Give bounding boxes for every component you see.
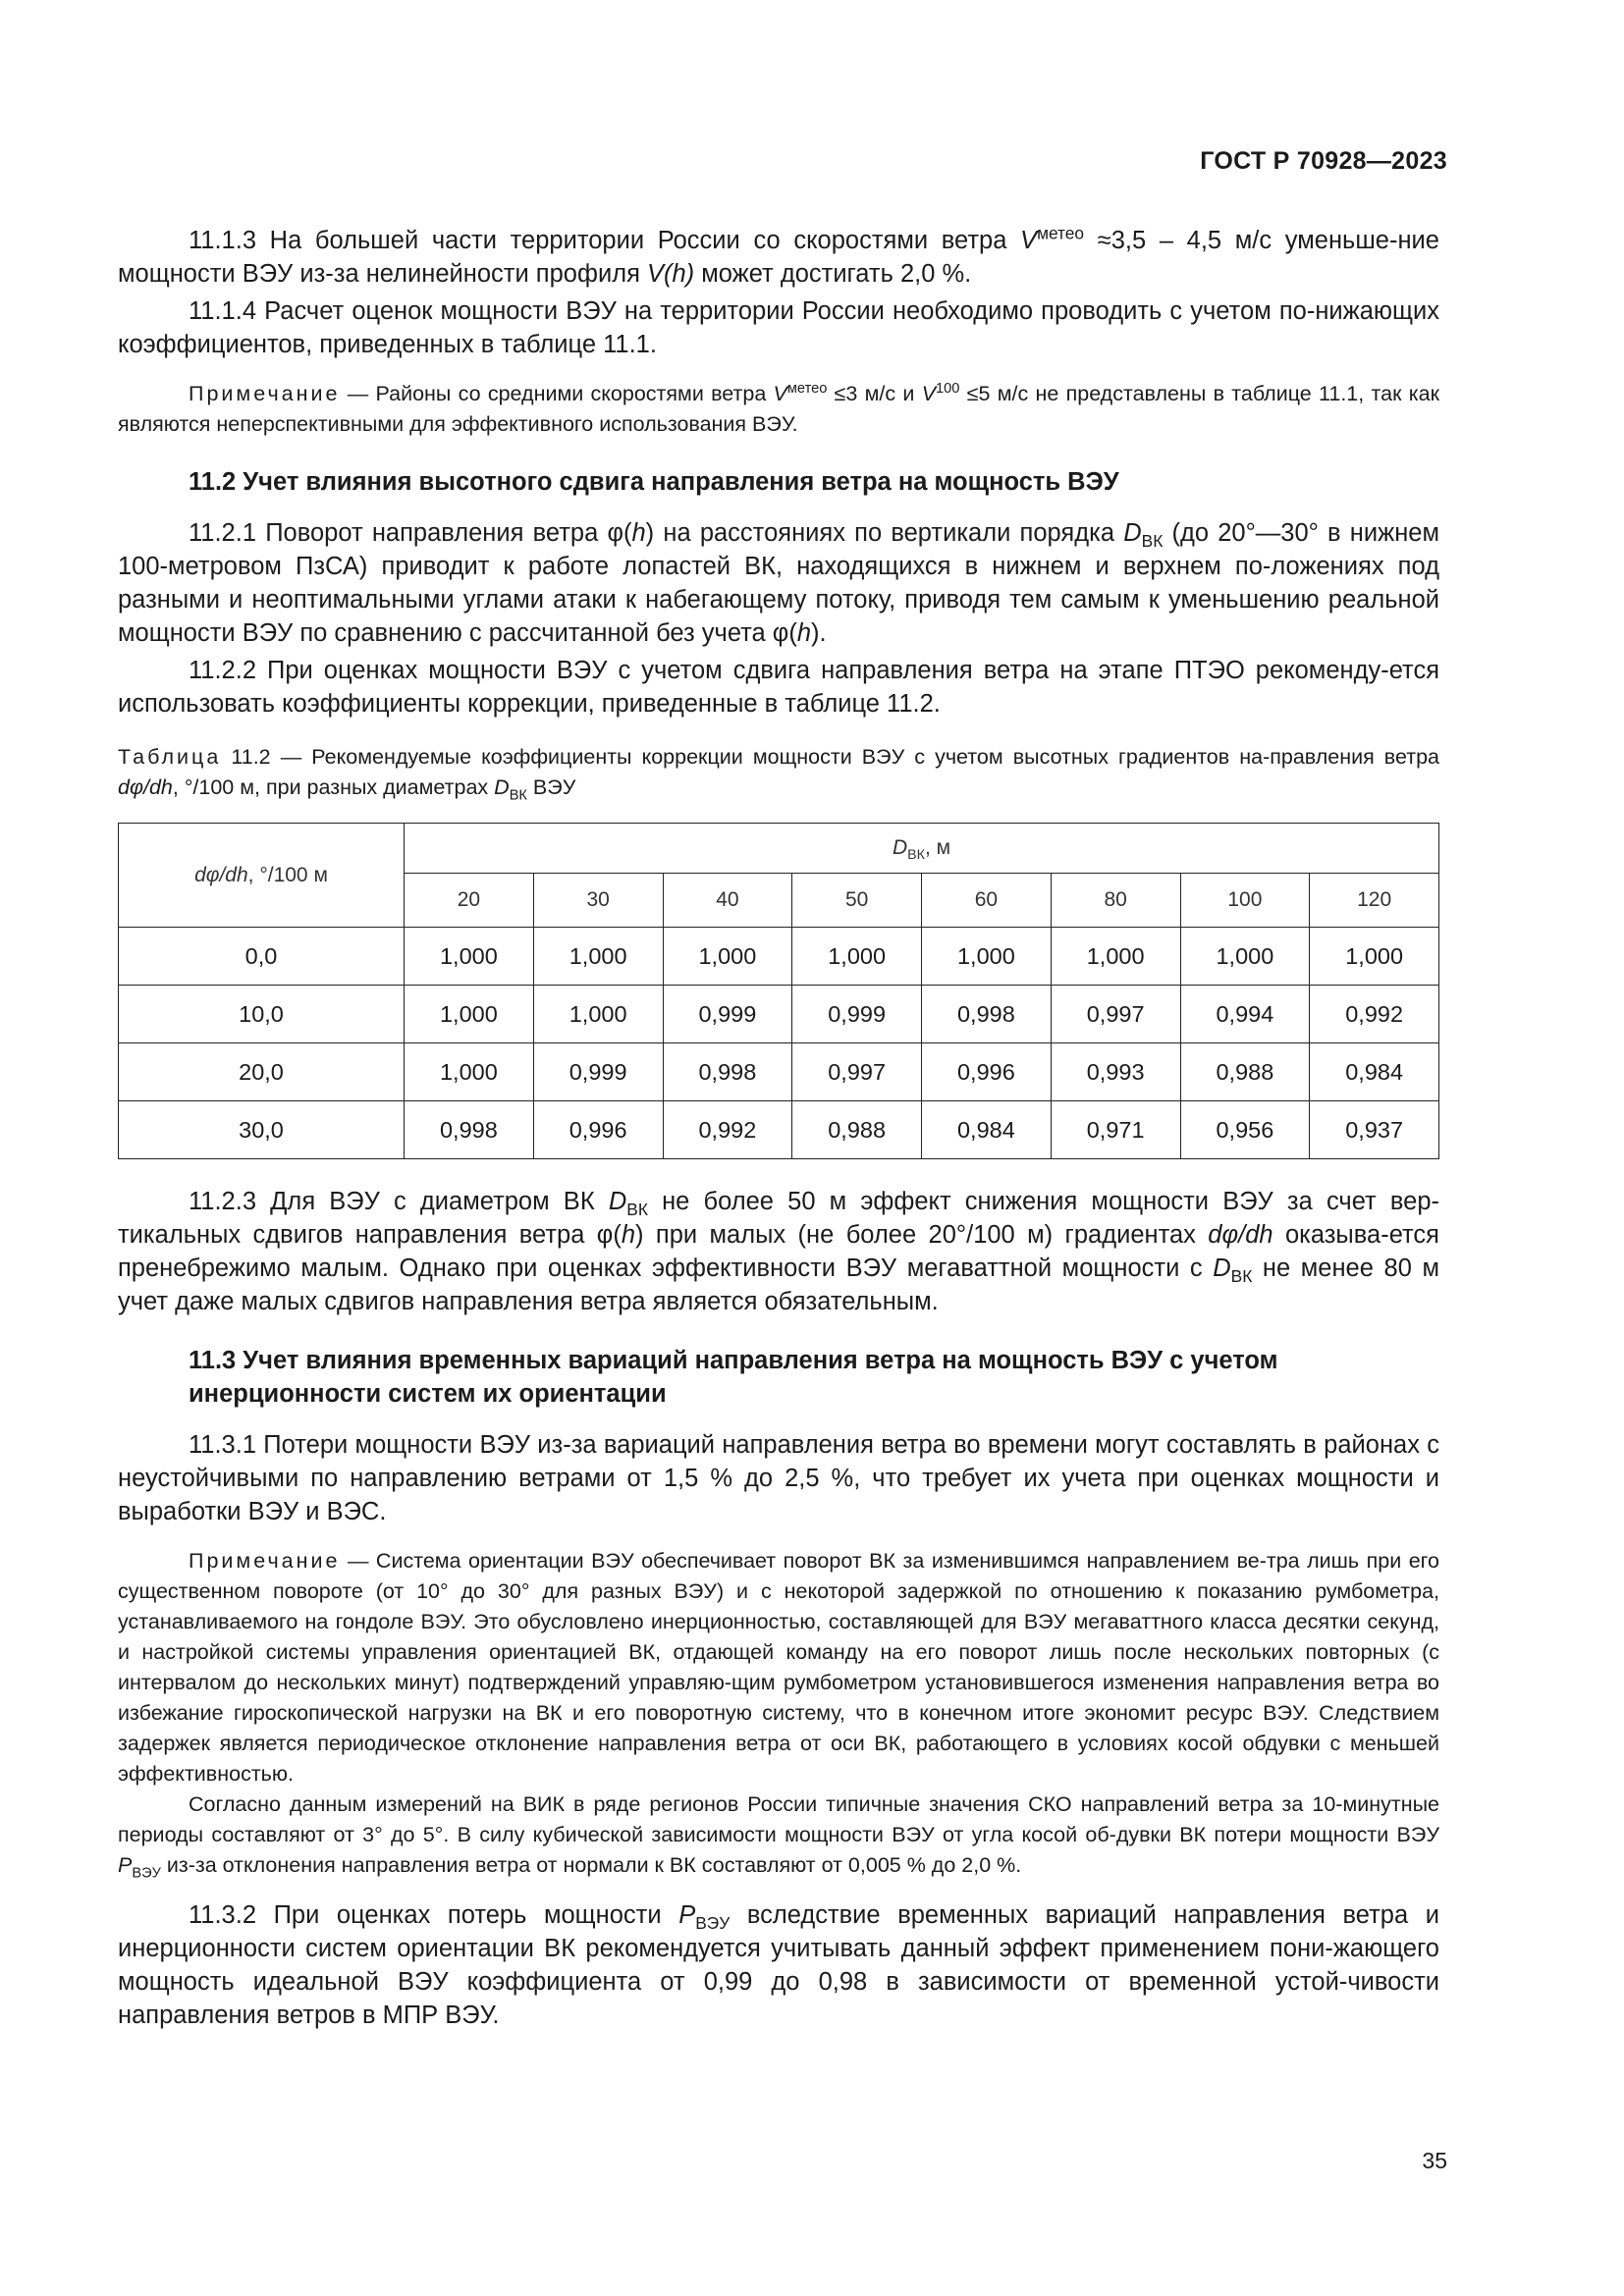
symbol-d: D bbox=[608, 1188, 627, 1215]
diameter-header: 120 bbox=[1310, 874, 1439, 928]
section-heading-11-3 bbox=[118, 1344, 1439, 1411]
table-cell: 1,000 bbox=[405, 1043, 534, 1101]
document-code: ГОСТ Р 70928—2023 bbox=[1200, 147, 1447, 175]
note-paragraph-2 bbox=[118, 1789, 1439, 1881]
table-cell: 0,994 bbox=[1180, 986, 1310, 1043]
symbol-vh: V(h) bbox=[646, 260, 695, 288]
table-cell: 0,992 bbox=[1310, 986, 1439, 1043]
table-cell: 0,998 bbox=[405, 1101, 534, 1159]
row-label: 0,0 bbox=[119, 928, 405, 986]
text-run: ). bbox=[811, 619, 827, 647]
row-label: 30,0 bbox=[119, 1101, 405, 1159]
table-cell: 0,992 bbox=[663, 1101, 792, 1159]
table-cell: 1,000 bbox=[1180, 928, 1310, 986]
text-run: Согласно данным измерений на ВИК в ряде регионов России типичные значения СКО направлений ветра за 10-минутные периоды составляют от 3° до 5°. В силу кубической зависимости мощности ВЭУ от угла косой об-дувки ВК потери мощности ВЭУ bbox=[118, 1792, 1439, 1846]
row-label: 10,0 bbox=[119, 986, 405, 1043]
text-run: 11.2.3 Для ВЭУ с диаметром ВК bbox=[189, 1188, 609, 1215]
symbol-d: D bbox=[494, 775, 510, 799]
table-cell: 0,988 bbox=[792, 1101, 922, 1159]
table-cell: 1,000 bbox=[663, 928, 792, 986]
table-row bbox=[119, 1043, 1439, 1101]
section-heading-11-2: 11.2 Учет влияния высотного сдвига направления ветра на мощность ВЭУ bbox=[189, 468, 1119, 496]
subscript-vk: ВК bbox=[907, 847, 925, 864]
table-cell: 0,999 bbox=[533, 1043, 663, 1101]
table-row bbox=[119, 928, 1439, 986]
table-cell: 1,000 bbox=[922, 928, 1052, 986]
table-cell: 0,998 bbox=[663, 1043, 792, 1101]
text-run: ≈3,5 – 4,5 м/с уменьше-ние мощности ВЭУ из-за нелинейности профиля bbox=[118, 227, 1439, 288]
table-cell: 0,996 bbox=[533, 1101, 663, 1159]
text-run: 11.2 — Рекомендуемые коэффициенты коррекции мощности ВЭУ с учетом высотных градиентов на-правления ветра bbox=[221, 745, 1439, 769]
table-cell: 1,000 bbox=[533, 928, 663, 986]
diameter-header: 40 bbox=[663, 874, 792, 928]
symbol-p: P bbox=[678, 1901, 696, 1929]
text-run: ) при малых (не более 20°/100 м) градиентах bbox=[635, 1221, 1209, 1249]
note-label: Примечание bbox=[189, 382, 341, 405]
page-number: 35 bbox=[1422, 2148, 1447, 2173]
symbol-dphidh: dφ/dh bbox=[194, 863, 248, 886]
text-run: ≤5 м/с не представлены в таблице 11.1, так как являются неперспективными для эффективного использования ВЭУ. bbox=[118, 382, 1439, 436]
symbol-dphidh: dφ/dh bbox=[1208, 1221, 1273, 1249]
text-run: 11.1.3 На большей части территории России со скоростями ветра bbox=[189, 227, 1021, 254]
text-run: из-за отклонения направления ветра от нормали к ВК составляют от 0,005 % до 2,0 %. bbox=[160, 1853, 1022, 1877]
text-run: не более 50 м эффект снижения мощности ВЭУ за счет вер-тикальных сдвигов направления ветра φ( bbox=[118, 1188, 1439, 1249]
table-cell: 0,984 bbox=[922, 1101, 1052, 1159]
paragraph-11-3-2 bbox=[118, 1898, 1439, 2032]
subscript-veu: ВЭУ bbox=[695, 1913, 731, 1934]
paragraph-11-1-4: 11.1.4 Расчет оценок мощности ВЭУ на территории России необходимо проводить с учетом по-нижающих коэффициентов, приведенных в таблице 11.1. bbox=[118, 297, 1439, 358]
corner-unit: , °/100 м bbox=[247, 863, 328, 886]
table-cell: 1,000 bbox=[1310, 928, 1439, 986]
text-run: ) на расстояниях по вертикали порядка bbox=[645, 519, 1124, 547]
diameter-header: 20 bbox=[405, 874, 534, 928]
text-run: — Районы со средними скоростями ветра bbox=[340, 382, 774, 405]
table-cell: 1,000 bbox=[533, 986, 663, 1043]
table-row bbox=[119, 1101, 1439, 1159]
paragraph-11-3-1: 11.3.1 Потери мощности ВЭУ из-за вариаций направления ветра во времени могут составлять в районах с неустойчивыми по направлению ветрами от 1,5 % до 2,5 %, что требует их учета при оценках мощности и выработки ВЭУ и ВЭС. bbox=[118, 1431, 1439, 1525]
table-row bbox=[119, 986, 1439, 1043]
corner-header bbox=[119, 824, 405, 928]
table-cell: 1,000 bbox=[405, 928, 534, 986]
subscript-vk: ВК bbox=[626, 1200, 648, 1220]
table-cell: 1,000 bbox=[405, 986, 534, 1043]
heading-line: 11.3 Учет влияния временных вариаций направления ветра на мощность ВЭУ с учетом bbox=[189, 1347, 1278, 1374]
table-cell: 0,999 bbox=[792, 986, 922, 1043]
symbol-h: h bbox=[621, 1221, 636, 1249]
table-cell: 0,996 bbox=[922, 1043, 1052, 1101]
table-cell: 1,000 bbox=[792, 928, 922, 986]
diameter-header: 60 bbox=[922, 874, 1052, 928]
row-label: 20,0 bbox=[119, 1043, 405, 1101]
diameter-header: 50 bbox=[792, 874, 922, 928]
symbol-d: D bbox=[1123, 519, 1142, 547]
symbol-v: V bbox=[1020, 227, 1038, 254]
symbol-d: D bbox=[892, 836, 908, 859]
symbol-p: P bbox=[118, 1853, 133, 1877]
table-cell: 1,000 bbox=[1051, 928, 1180, 986]
diameter-header: 30 bbox=[533, 874, 663, 928]
table-cell: 0,937 bbox=[1310, 1101, 1439, 1159]
superscript-meteo: метео bbox=[1037, 223, 1085, 243]
note-11-3 bbox=[118, 1546, 1439, 1789]
table-caption bbox=[118, 742, 1439, 803]
table-cell: 0,993 bbox=[1051, 1043, 1180, 1101]
text-run: ВЭУ bbox=[526, 775, 576, 799]
symbol-v: V bbox=[773, 382, 787, 405]
table-cell: 0,984 bbox=[1310, 1043, 1439, 1101]
symbol-dphidh: dφ/dh bbox=[118, 775, 173, 799]
page-content bbox=[118, 224, 1439, 2032]
superscript-meteo: метео bbox=[786, 380, 828, 397]
group-unit: , м bbox=[924, 836, 951, 859]
paragraph-11-2-3 bbox=[118, 1185, 1439, 1318]
symbol-d: D bbox=[1213, 1255, 1231, 1282]
heading-line: инерционности систем их ориентации bbox=[189, 1380, 667, 1408]
symbol-h: h bbox=[631, 519, 646, 547]
text-run: , °/100 м, при разных диаметрах bbox=[172, 775, 495, 799]
paragraph-11-2-2: 11.2.2 При оценках мощности ВЭУ с учетом сдвига направления ветра на этапе ПТЭО рекоменду-ется использовать коэффициенты коррекции, приведенные в таблице 11.2. bbox=[118, 657, 1439, 718]
table-cell: 0,971 bbox=[1051, 1101, 1180, 1159]
superscript-100: 100 bbox=[936, 380, 960, 397]
table-label: Таблица bbox=[118, 745, 222, 769]
correction-coefficients-table bbox=[118, 823, 1439, 1159]
text-run: — Система ориентации ВЭУ обеспечивает поворот ВК за изменившимся направлением ве-тра лишь при его существенном повороте (от 10° до 30° для разных ВЭУ) и с некоторой задержкой по отношению к показанию румбометра, устанавливаемого на гондоле ВЭУ. Это обусловлено инерционностью, составляющей для ВЭУ мегаваттного класса десятки секунд, и настройкой системы управления ориентацией ВК, отдающей команду на его поворот лишь после нескольких повторных (с интервалом до нескольких минут) подтверждений управляю-щим румбометром установившегося изменения направления ветра во избежание гироскопической нагрузки на ВК и его поворотную систему, что в конечном итоге экономит ресурс ВЭУ. Следствием задержек является периодическое отклонение направления ветра от оси ВК, работающего в условиях косой обдувки с меньшей эффективностью. bbox=[118, 1549, 1439, 1786]
text-run: ≤3 м/с и bbox=[827, 382, 922, 405]
diameter-group-header bbox=[405, 824, 1439, 874]
table-cell: 0,998 bbox=[922, 986, 1052, 1043]
note-label: Примечание bbox=[189, 1549, 341, 1573]
table-cell: 0,997 bbox=[1051, 986, 1180, 1043]
table-header-row bbox=[119, 824, 1439, 874]
table-cell: 0,956 bbox=[1180, 1101, 1310, 1159]
text-run: не менее 80 м учет даже малых сдвигов направления ветра является обязательным. bbox=[118, 1255, 1439, 1315]
text-run: оказыва-ется пренебрежимо малым. Однако при оценках эффективности ВЭУ мегаваттной мощности с bbox=[118, 1221, 1439, 1282]
subscript-vk: ВК bbox=[509, 787, 527, 804]
symbol-v: V bbox=[921, 382, 937, 405]
table-cell: 0,997 bbox=[792, 1043, 922, 1101]
note-11-1 bbox=[118, 379, 1439, 440]
paragraph-11-1-3 bbox=[118, 224, 1439, 291]
table-cell: 0,999 bbox=[663, 986, 792, 1043]
diameter-header: 100 bbox=[1180, 874, 1310, 928]
text-run: может достигать 2,0 %. bbox=[694, 260, 972, 288]
paragraph-11-2-1 bbox=[118, 516, 1439, 650]
text-run: 11.3.2 При оценках потерь мощности bbox=[189, 1901, 679, 1929]
diameter-header: 80 bbox=[1051, 874, 1180, 928]
text-run: (до 20°—30° в нижнем 100-метровом ПзСА) приводит к работе лопастей ВК, находящихся в нижнем и верхнем по-ложениях под разными и неоптимальными углами атаки к набегающему потоку, приводя тем самым к уменьшению реальной мощности ВЭУ по сравнению с рассчитанной без учета φ( bbox=[118, 519, 1439, 647]
text-run: 11.2.1 Поворот направления ветра φ( bbox=[189, 519, 632, 547]
subscript-vk: ВК bbox=[1230, 1266, 1253, 1287]
subscript-veu: ВЭУ bbox=[132, 1865, 161, 1882]
subscript-vk: ВК bbox=[1141, 531, 1164, 552]
table-cell: 0,988 bbox=[1180, 1043, 1310, 1101]
symbol-h: h bbox=[796, 619, 812, 647]
text-run: вследствие временных вариаций направления ветра и инерционности систем ориентации ВК рекомендуется учитывать данный эффект применением пони-жающего мощность идеальной ВЭУ коэффициента от 0,99 до 0,98 в зависимости от временной устой-чивости направления ветров в МПР ВЭУ. bbox=[118, 1901, 1439, 2029]
